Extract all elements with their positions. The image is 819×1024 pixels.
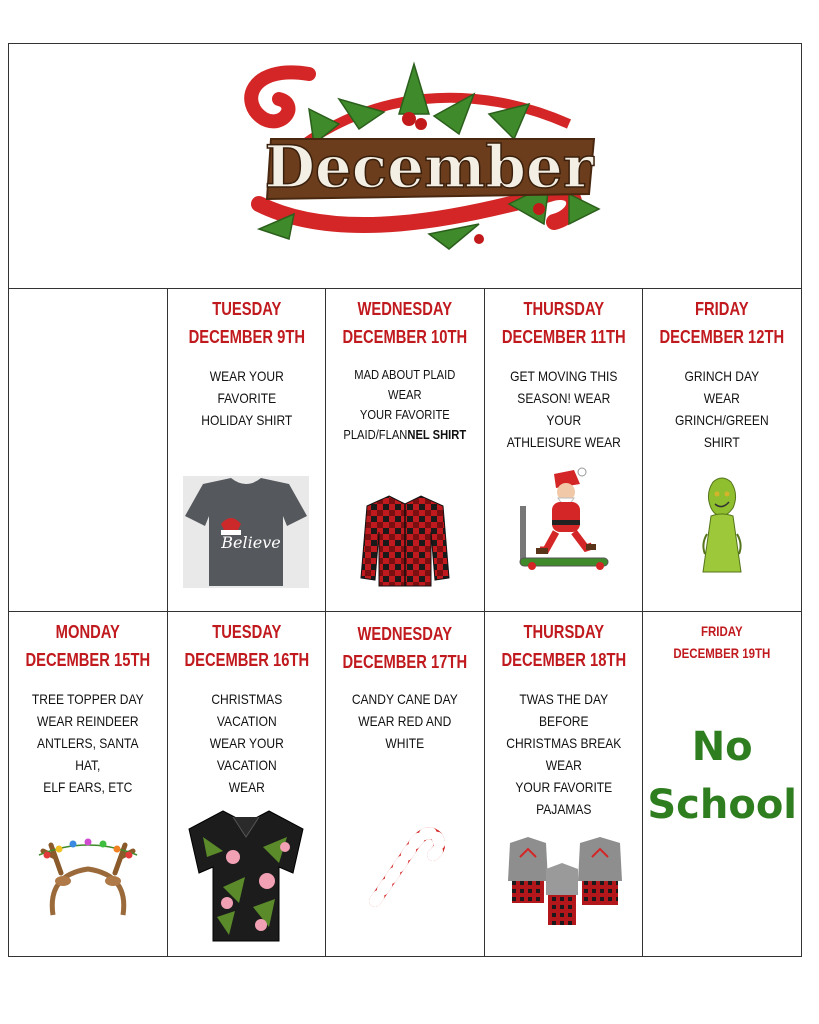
- description-line: GRINCH DAY: [684, 368, 760, 384]
- description-line: YOUR FAVORITE: [515, 779, 612, 795]
- calendar-cell-empty: [9, 289, 168, 612]
- description-line: WEAR YOUR VACATION: [209, 735, 284, 773]
- december-banner: [8, 43, 802, 289]
- date-label: DECEMBER 10TH: [342, 327, 468, 347]
- description-line: WEAR YOUR FAVORITE: [209, 368, 284, 406]
- calendar-cell-dec-19: [643, 612, 802, 957]
- dress-description: [499, 688, 628, 820]
- dress-description: [341, 365, 470, 445]
- description-line: ELF EARS, ETC: [43, 779, 133, 795]
- date-label: DECEMBER 17TH: [342, 652, 468, 672]
- description-line: CANDY CANE DAY: [352, 691, 458, 707]
- dress-description: [23, 688, 152, 798]
- day-label: TUESDAY: [211, 299, 281, 319]
- description-line: SHIRT: [704, 434, 741, 450]
- day-label: THURSDAY: [523, 299, 604, 319]
- dress-description: [182, 365, 311, 431]
- description-line: CHRISTMAS BREAK WEAR: [506, 735, 622, 773]
- calendar-cell-dec-16: [167, 612, 326, 957]
- no-school-line: School: [647, 782, 798, 828]
- no-school-line: No: [691, 724, 753, 770]
- no-school-notice: [643, 718, 801, 834]
- calendar-cell-dec-9: [167, 289, 326, 612]
- date-label: DECEMBER 11TH: [501, 327, 626, 347]
- description-line: WEAR RED AND WHITE: [358, 713, 452, 751]
- plaid-shirt-icon: [359, 492, 451, 588]
- december-logo: [9, 44, 801, 288]
- description-line: WEAR GRINCH/GREEN: [675, 390, 770, 428]
- calendar-week-row: [9, 612, 802, 957]
- calendar-cell-dec-18: [484, 612, 643, 957]
- date-label: DECEMBER 9TH: [188, 327, 305, 347]
- date-label: DECEMBER 12TH: [659, 327, 785, 347]
- description-line: MAD ABOUT PLAID WEAR: [354, 367, 456, 402]
- description-line: PLAID/FLANNEL SHIRT: [343, 427, 467, 442]
- candy-cane-icon: [365, 821, 445, 909]
- family-pajamas-icon: [504, 833, 624, 933]
- dress-description: [341, 688, 470, 754]
- day-label: WEDNESDAY: [357, 299, 453, 319]
- description-line: GET MOVING THIS: [509, 368, 618, 384]
- date-label: DECEMBER 19TH: [673, 645, 771, 661]
- day-label: FRIDAY: [695, 299, 749, 319]
- calendar-grid: [8, 288, 802, 957]
- day-label: MONDAY: [55, 622, 120, 642]
- day-label: TUESDAY: [211, 622, 281, 642]
- description-line: TREE TOPPER DAY: [31, 691, 144, 707]
- calendar-week-row: [9, 289, 802, 612]
- reindeer-antlers-icon: [33, 825, 143, 921]
- dress-description: [658, 365, 787, 453]
- banner-title: December: [264, 133, 594, 201]
- date-label: DECEMBER 18TH: [501, 650, 626, 670]
- description-line: YOUR FAVORITE: [360, 407, 450, 422]
- description-line: WEAR: [228, 779, 265, 795]
- date-label: DECEMBER 15TH: [25, 650, 151, 670]
- day-label: THURSDAY: [523, 622, 604, 642]
- santa-treadmill-icon: [516, 466, 612, 574]
- dress-description: [499, 365, 628, 453]
- description-line: CHRISTMAS VACATION: [210, 691, 282, 729]
- description-line: TWAS THE DAY BEFORE: [519, 691, 608, 729]
- dress-description: [182, 688, 311, 798]
- description-line: ANTLERS, SANTA HAT,: [37, 735, 139, 773]
- believe-shirt-icon: [183, 476, 309, 588]
- calendar-cell-dec-11: [484, 289, 643, 612]
- day-label: FRIDAY: [701, 623, 744, 639]
- calendar-cell-dec-10: [326, 289, 485, 612]
- shirt-text: Believe: [221, 533, 282, 552]
- calendar-cell-dec-12: [643, 289, 802, 612]
- description-line: SEASON! WEAR YOUR: [517, 390, 611, 428]
- calendar-cell-dec-17: [326, 612, 485, 957]
- grinch-icon: [697, 474, 747, 574]
- day-label: WEDNESDAY: [357, 624, 453, 644]
- calendar-cell-dec-15: [9, 612, 168, 957]
- description-line: WEAR REINDEER: [36, 713, 139, 729]
- description-line: HOLIDAY SHIRT: [200, 412, 292, 428]
- date-label: DECEMBER 16TH: [184, 650, 309, 670]
- calendar-sheet: [8, 43, 802, 957]
- hawaiian-shirt-icon: [183, 807, 309, 943]
- description-line: ATHLEISURE WEAR: [506, 434, 621, 450]
- description-line: PAJAMAS: [535, 801, 592, 817]
